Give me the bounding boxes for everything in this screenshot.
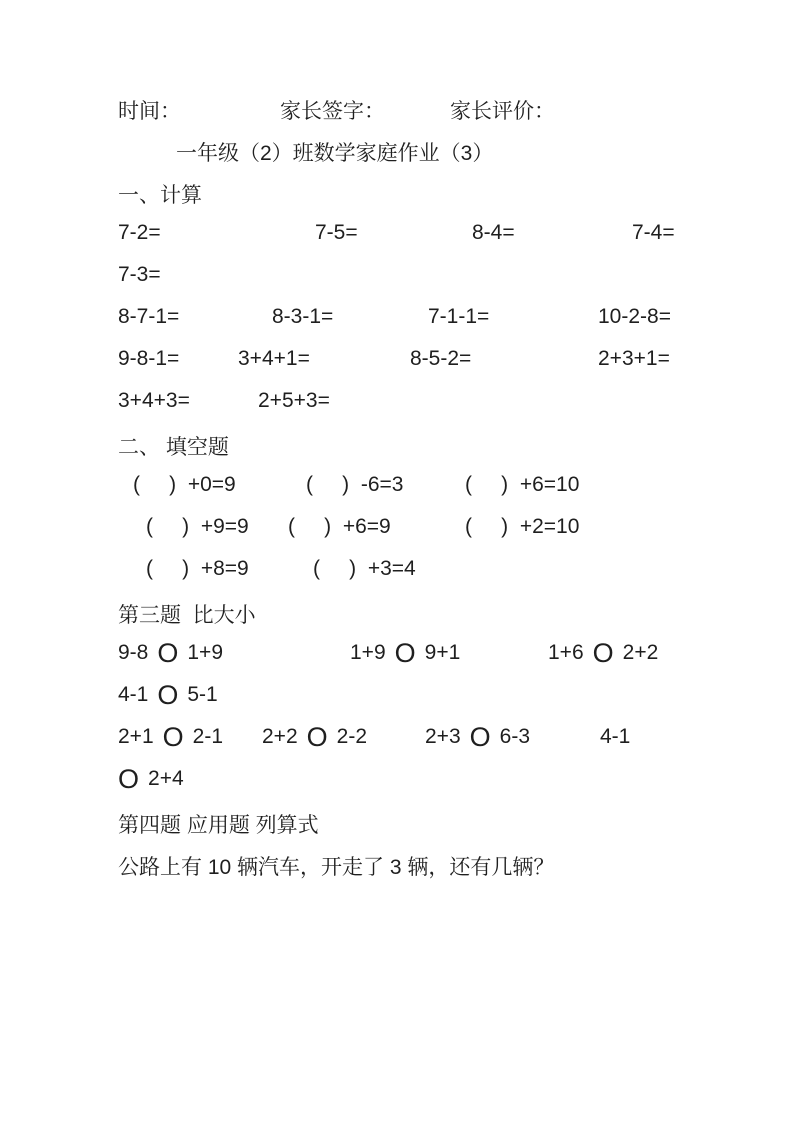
calc-expression: 8-4= — [472, 221, 515, 244]
compare-left-expression: 2+2 — [262, 725, 298, 748]
compare-left-expression: 1+6 — [548, 641, 584, 664]
title-row — [0, 137, 793, 169]
calc-expression: 7-4= — [632, 221, 675, 244]
calc-row — [0, 263, 793, 295]
calc-row — [0, 389, 793, 421]
circle-symbol: O — [592, 638, 614, 668]
compare-right-expression: 6-3 — [499, 725, 530, 748]
fill-blank-item: ( ) -6=3 — [306, 473, 404, 496]
fill-row — [0, 557, 793, 589]
calc-expression: 7-2= — [118, 221, 161, 244]
calc-row — [0, 221, 793, 253]
circle-symbol: O — [306, 722, 328, 752]
compare-row — [0, 680, 793, 715]
compare-left-expression: 4-1 — [118, 683, 149, 706]
circle-symbol: O — [157, 680, 179, 710]
compare-item — [600, 725, 639, 749]
calc-expression: 8-5-2= — [410, 347, 472, 370]
compare-row — [0, 638, 793, 673]
fill-blank-item: ( ) +2=10 — [465, 515, 580, 538]
calc-expression: 10-2-8= — [598, 305, 671, 328]
compare-heading-row — [0, 599, 793, 631]
compare-item — [425, 722, 530, 752]
compare-right-expression: 2-2 — [336, 725, 367, 748]
compare-right-expression: 2+2 — [622, 641, 659, 664]
compare-right-expression: 1+9 — [187, 641, 223, 664]
calc-row — [0, 347, 793, 379]
calc-expression: 2+3+1= — [598, 347, 670, 370]
word-heading-row — [0, 809, 793, 841]
circle-symbol: O — [469, 722, 491, 752]
fill-blank-item: ( ) +6=10 — [465, 473, 580, 496]
fill-heading-row — [0, 431, 793, 463]
calc-expression: 7-1-1= — [428, 305, 490, 328]
word-problem-row — [0, 851, 793, 883]
fill-blank-item: ( ) +6=9 — [288, 515, 391, 538]
section-fill-heading: 二、 填空题 — [118, 436, 229, 459]
compare-left-expression: 2+3 — [425, 725, 461, 748]
section-compare-heading: 第三题 比大小 — [118, 604, 256, 627]
fill-row — [0, 473, 793, 505]
header-row — [0, 95, 793, 127]
compare-item — [118, 722, 223, 752]
parent-evaluation-label: 家长评价： — [450, 100, 555, 123]
circle-symbol: O — [162, 722, 184, 752]
section-calc-heading: 一、计算 — [118, 184, 202, 207]
calc-row — [0, 305, 793, 337]
section-word-heading: 第四题 应用题 列算式 — [118, 814, 319, 837]
compare-left-expression: 9-8 — [118, 641, 149, 664]
calc-expression: 2+5+3= — [258, 389, 330, 412]
compare-item — [118, 638, 223, 668]
calc-expression: 3+4+1= — [238, 347, 310, 370]
compare-item — [548, 638, 659, 668]
page-title: 一年级（2）班数学家庭作业（3） — [176, 142, 494, 165]
fill-blank-item: ( ) +8=9 — [146, 557, 249, 580]
fill-blank-item: ( ) +3=4 — [313, 557, 416, 580]
compare-left-expression: 4-1 — [600, 725, 631, 748]
compare-right-expression: 5-1 — [187, 683, 218, 706]
compare-item — [262, 722, 367, 752]
calc-expression: 7-5= — [315, 221, 358, 244]
calc-expression: 3+4+3= — [118, 389, 190, 412]
compare-item — [118, 680, 218, 710]
fill-row — [0, 515, 793, 547]
calc-expression: 9-8-1= — [118, 347, 180, 370]
word-problem-text: 公路上有 10 辆汽车，开走了 3 辆，还有几辆？ — [118, 856, 555, 879]
calc-expression: 8-3-1= — [272, 305, 334, 328]
fill-blank-item: ( ) +0=9 — [133, 473, 236, 496]
calc-expression: 8-7-1= — [118, 305, 180, 328]
circle-symbol: O — [157, 638, 179, 668]
circle-symbol: O — [394, 638, 416, 668]
compare-row — [0, 764, 793, 799]
fill-blank-item: ( ) +9=9 — [146, 515, 249, 538]
compare-right-expression: 2+4 — [148, 767, 184, 790]
compare-item — [350, 638, 461, 668]
compare-left-expression: 2+1 — [118, 725, 154, 748]
time-label: 时间： — [118, 100, 181, 123]
circle-symbol: O — [118, 764, 140, 794]
calc-heading-row — [0, 179, 793, 211]
compare-row — [0, 722, 793, 757]
compare-right-expression: 9+1 — [424, 641, 461, 664]
compare-right-expression: 2-1 — [192, 725, 223, 748]
calc-expression: 7-3= — [118, 263, 161, 286]
compare-item — [118, 764, 184, 794]
compare-left-expression: 1+9 — [350, 641, 386, 664]
parent-signature-label: 家长签字： — [280, 100, 385, 123]
